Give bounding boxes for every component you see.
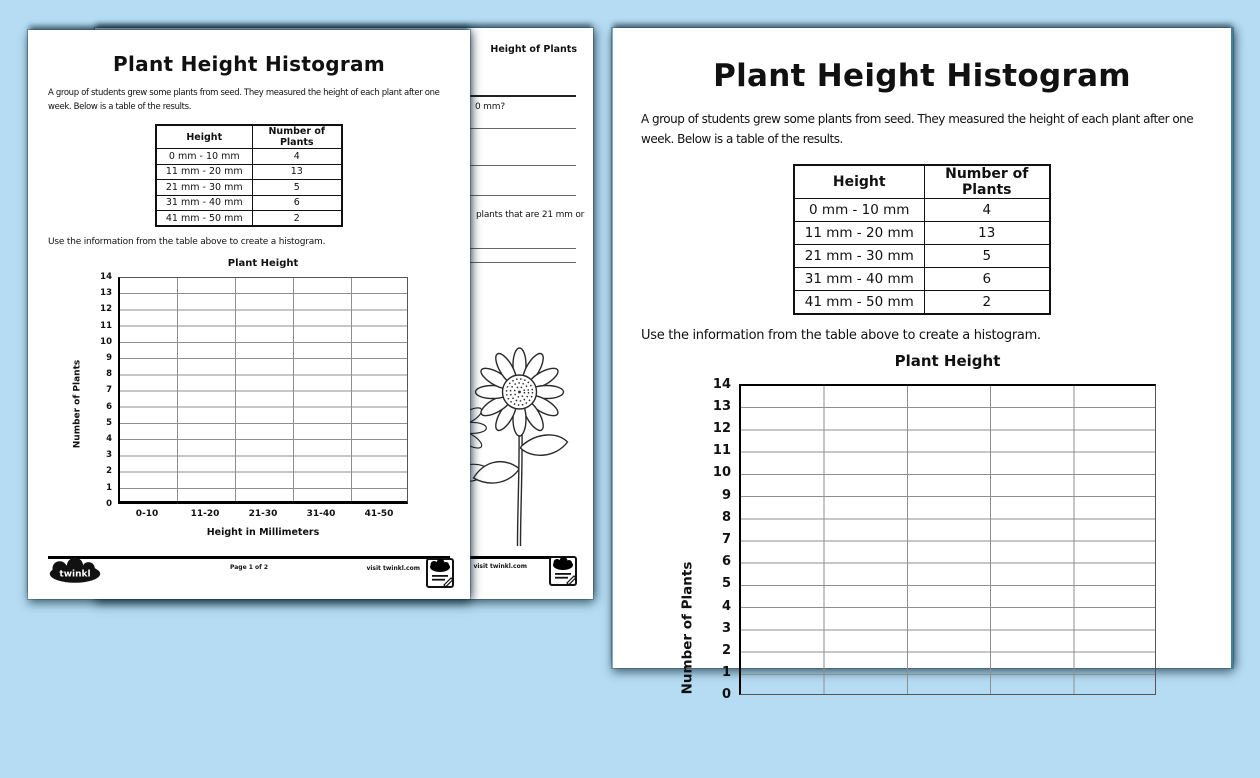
table-cell: 41 mm - 50 mm [794,291,924,314]
table-cell: 31 mm - 40 mm [794,268,924,291]
y-axis-title-box [675,478,699,778]
intro-text [641,110,1221,149]
results-table [155,124,343,227]
page-title: Plant Height Histogram [713,58,1131,94]
question-fragment: plants that are 21 mm or [476,210,585,220]
table-cell: 11 mm - 20 mm [794,222,924,245]
table-row [794,199,1050,222]
intro-line: week. Below is a table of the results. [48,102,192,112]
sunflower-illustration [453,346,588,561]
question-fragment: 0 mm? [475,102,505,112]
intro-line: A group of students grew some plants from seed. They measured the height of each plant after one [641,112,1194,126]
table-cell: 2 [252,211,342,227]
chart-title: Plant Height [894,352,1001,370]
results-table [793,164,1051,315]
page-number-label: Page 1 of 2 [230,564,268,571]
intro-text [48,86,458,114]
intro-line: week. Below is a table of the results. [641,131,843,146]
page-title: Plant Height Histogram [113,52,385,76]
table-header-row [156,125,342,149]
table-row [156,164,342,180]
table-header-cell: Number of Plants [252,125,342,149]
table-cell: 5 [252,180,342,196]
table-cell: 21 mm - 30 mm [794,245,924,268]
table-header-cell: Height [794,165,924,199]
table-row [794,291,1050,314]
table-row [794,245,1050,268]
table-header-cell: Height [156,125,252,149]
table-cell: 4 [924,199,1050,222]
table-header-row [794,165,1050,199]
x-axis-title: Height in Millimeters [206,527,320,538]
footer-rule [48,556,450,559]
x-tick-label: 31-40 [306,509,336,519]
table-cell: 13 [924,222,1050,245]
table-cell: 2 [924,291,1050,314]
table-cell: 5 [924,245,1050,268]
x-tick-label: 0-10 [135,509,159,519]
table-cell: 0 mm - 10 mm [794,199,924,222]
histogram-grid [739,384,1156,695]
table-cell: 21 mm - 30 mm [156,180,252,196]
table-cell: 31 mm - 40 mm [156,195,252,211]
page2-title-fragment: Height of Plants [490,44,577,55]
x-tick-label: 21-30 [248,509,278,519]
table-cell: 6 [924,268,1050,291]
table-row [156,195,342,211]
table-row [794,222,1050,245]
table-header-cell: Number of Plants [924,165,1050,199]
intro-line: A group of students grew some plants from seed. They measured the height of each plant after one [48,88,440,98]
y-axis-tick-labels: 14 13 12 11 10 9 8 7 6 5 4 3 2 1 0 [712,376,731,703]
results-table-wrapper [28,124,470,227]
table-row [156,149,342,165]
table-cell: 6 [252,195,342,211]
results-table-wrapper [613,164,1231,315]
table-row [794,268,1050,291]
table-cell: 4 [252,149,342,165]
x-axis-tick-labels [118,509,408,519]
worksheet-page-zoomed [612,28,1233,703]
y-axis-title-box [68,290,86,517]
instruction-text: Use the information from the table above to create a histogram. [641,328,1041,343]
y-axis-tick-labels: 14 13 12 11 10 9 8 7 6 5 4 3 2 1 0 [100,272,112,509]
table-cell: 41 mm - 50 mm [156,211,252,227]
twinkl-quality-badge-icon [549,556,577,586]
table-cell: 0 mm - 10 mm [156,149,252,165]
chart-title: Plant Height [227,258,299,269]
visit-link-label: visit twinkl.com [366,565,420,572]
instruction-text: Use the information from the table above to create a histogram. [48,237,326,247]
table-cell: 11 mm - 20 mm [156,164,252,180]
table-row [156,211,342,227]
x-tick-label: 41-50 [364,509,394,519]
histogram-grid [118,277,408,504]
worksheet-page-1 [28,30,470,599]
table-cell: 13 [252,164,342,180]
y-axis-title: Number of Plants [679,561,696,695]
table-row [156,180,342,196]
x-tick-label: 11-20 [190,509,220,519]
twinkl-quality-badge-icon [426,558,454,588]
y-axis-title: Number of Plants [72,359,82,448]
twinkl-logo-text: twinkl [59,569,91,580]
visit-link-label: visit twinkl.com [473,563,527,570]
